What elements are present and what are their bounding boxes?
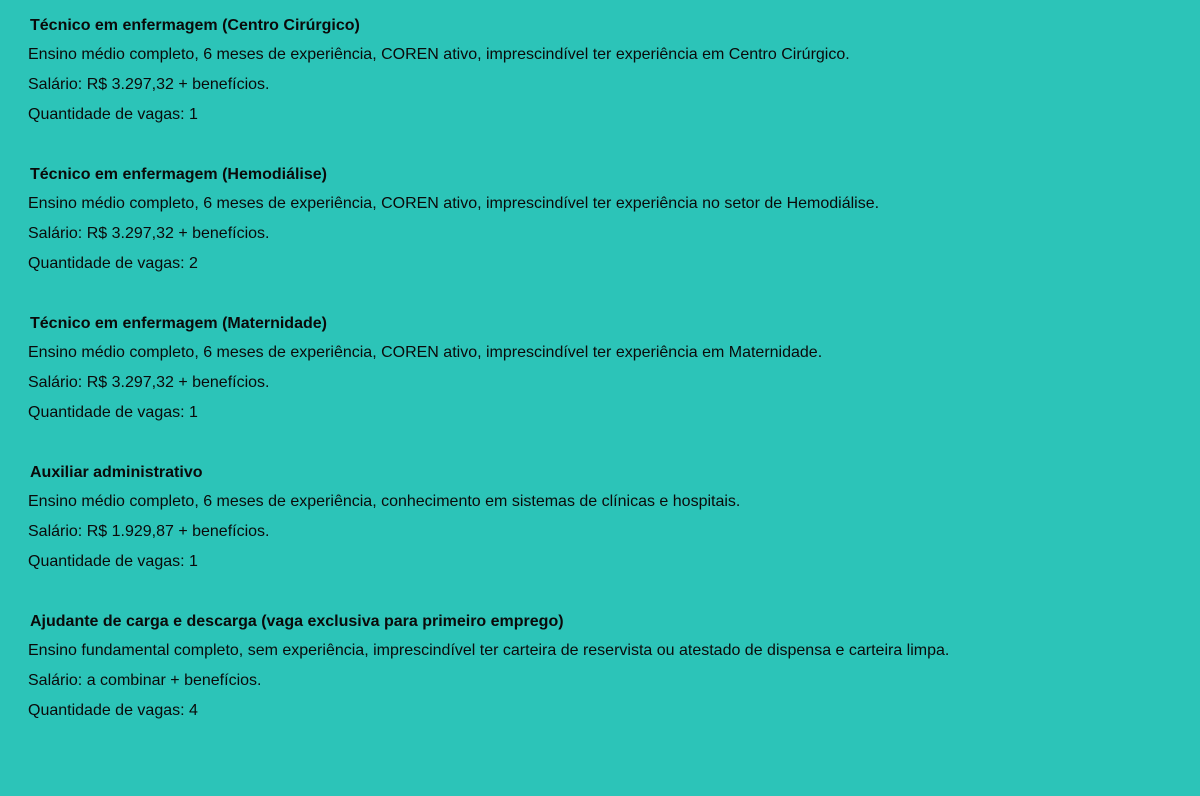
job-title: Técnico em enfermagem (Centro Cirúrgico) xyxy=(30,17,360,34)
job-title: Auxiliar administrativo xyxy=(30,464,203,481)
job-requirements: Ensino médio completo, 6 meses de experiência, COREN ativo, imprescindível ter experiência em Centro Cirúrgico. xyxy=(28,46,850,63)
job-requirements: Ensino médio completo, 6 meses de experiência, conhecimento em sistemas de clínicas e hospitais. xyxy=(28,493,741,510)
job-listing-item xyxy=(28,160,1200,279)
job-requirements: Ensino fundamental completo, sem experiência, imprescindível ter carteira de reservista ou atestado de dispensa e carteira limpa. xyxy=(28,642,950,659)
job-title: Técnico em enfermagem (Hemodiálise) xyxy=(30,166,327,183)
job-openings: Quantidade de vagas: 1 xyxy=(28,553,198,570)
job-requirements: Ensino médio completo, 6 meses de experiência, COREN ativo, imprescindível ter experiência em Maternidade. xyxy=(28,344,823,361)
job-openings: Quantidade de vagas: 1 xyxy=(28,404,198,421)
job-title: Técnico em enfermagem (Maternidade) xyxy=(30,315,327,332)
job-openings: Quantidade de vagas: 4 xyxy=(28,702,198,719)
job-openings: Quantidade de vagas: 1 xyxy=(28,106,198,123)
job-salary: Salário: R$ 3.297,32 + benefícios. xyxy=(28,76,270,93)
job-salary: Salário: a combinar + benefícios. xyxy=(28,672,262,689)
job-requirements: Ensino médio completo, 6 meses de experiência, COREN ativo, imprescindível ter experiência no setor de Hemodiálise. xyxy=(28,195,880,212)
job-listing-item xyxy=(28,11,1200,130)
job-salary: Salário: R$ 1.929,87 + benefícios. xyxy=(28,523,270,540)
job-listing-item xyxy=(28,458,1200,577)
job-listing-item xyxy=(28,309,1200,428)
job-listing-item xyxy=(28,607,1200,726)
job-openings: Quantidade de vagas: 2 xyxy=(28,255,198,272)
job-title: Ajudante de carga e descarga (vaga exclusiva para primeiro emprego) xyxy=(30,613,564,630)
job-salary: Salário: R$ 3.297,32 + benefícios. xyxy=(28,374,270,391)
job-salary: Salário: R$ 3.297,32 + benefícios. xyxy=(28,225,270,242)
